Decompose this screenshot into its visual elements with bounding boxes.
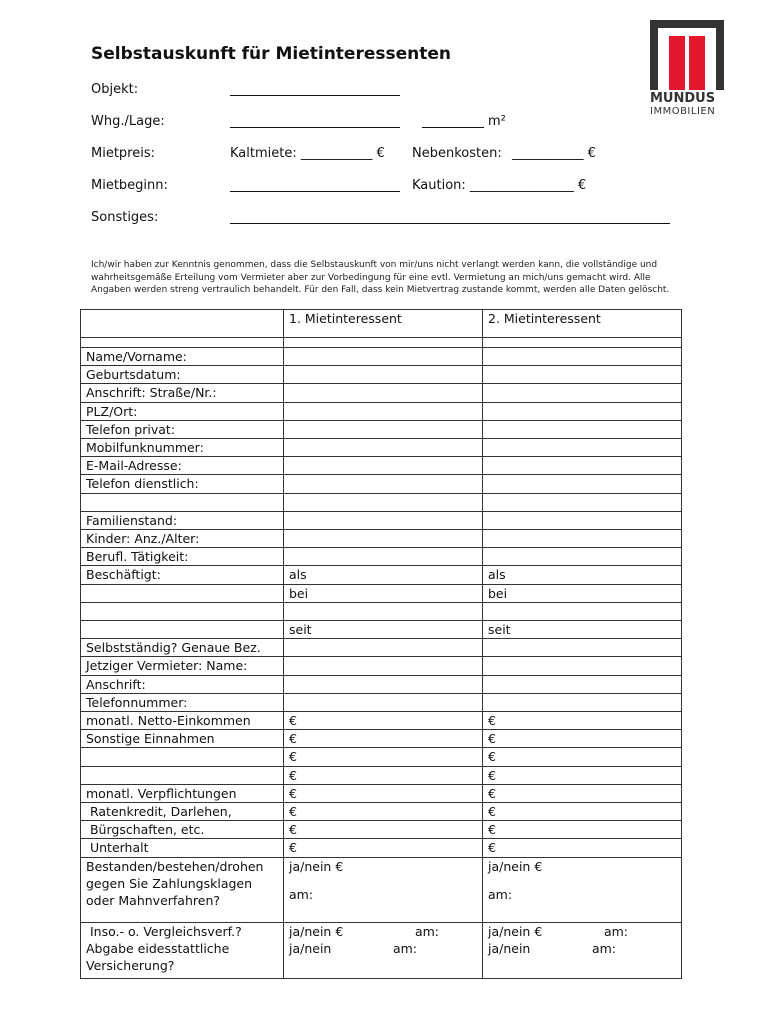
cell-input[interactable]: [284, 639, 483, 657]
row-label-abgabe: Abgabe eidesstattliche Versicherung?: [86, 940, 230, 974]
row-label-netto: monatl. Netto-Einkommen: [81, 712, 284, 730]
cell-input[interactable]: [483, 457, 682, 475]
cell-inso-abgabe[interactable]: [284, 922, 483, 978]
janein-euro-text: ja/nein €: [289, 858, 344, 874]
row-label-unterhalt: Unterhalt: [81, 839, 284, 857]
applicant-table: [80, 309, 682, 979]
cell-bei[interactable]: bei: [284, 584, 483, 602]
cell-euro[interactable]: €: [483, 748, 682, 766]
logo-subtitle: IMMOBILIEN: [650, 106, 716, 117]
cell-input[interactable]: [284, 366, 483, 384]
cell-euro[interactable]: €: [284, 748, 483, 766]
cell-inso-abgabe[interactable]: [483, 922, 682, 978]
label-nebenkosten: Nebenkosten:: [412, 146, 502, 161]
am-text: am:: [591, 940, 616, 956]
cell-euro[interactable]: €: [483, 821, 682, 839]
cell-input[interactable]: [284, 675, 483, 693]
row-label-verpfl: monatl. Verpflichtungen: [81, 784, 284, 802]
cell-euro[interactable]: €: [483, 839, 682, 857]
label-sonstiges: Sonstiges:: [91, 210, 159, 225]
cell-input[interactable]: [483, 384, 682, 402]
cell-euro[interactable]: €: [483, 730, 682, 748]
cell-euro[interactable]: €: [284, 839, 483, 857]
cell-input[interactable]: [483, 439, 682, 457]
row-label-familienstand: Familienstand:: [81, 511, 284, 529]
row-label-v-anschrift: Anschrift:: [81, 675, 284, 693]
cell-input[interactable]: [483, 511, 682, 529]
table-header-empty: [81, 310, 284, 338]
janein-euro-text: ja/nein €: [488, 858, 543, 874]
cell-euro[interactable]: €: [483, 712, 682, 730]
input-objekt-line[interactable]: [230, 95, 400, 96]
label-mietpreis: Mietpreis:: [91, 146, 155, 161]
row-label-v-tel: Telefonnummer:: [81, 693, 284, 711]
row-label-beruf: Berufl. Tätigkeit:: [81, 548, 284, 566]
label-objekt: Objekt:: [91, 82, 139, 97]
cell-input[interactable]: [483, 530, 682, 548]
row-label-inso: Inso.- o. Vergleichsverf.?: [86, 923, 242, 939]
row-label-buerg: Bürgschaften, etc.: [81, 821, 284, 839]
cell-seit[interactable]: seit: [483, 621, 682, 639]
row-label-mobil: Mobilfunknummer:: [81, 439, 284, 457]
logo-inner: [658, 28, 716, 90]
cell-input[interactable]: [284, 402, 483, 420]
cell-euro[interactable]: €: [284, 784, 483, 802]
row-label-tel-privat: Telefon privat:: [81, 420, 284, 438]
am-text: am:: [488, 886, 513, 902]
cell-input[interactable]: [483, 402, 682, 420]
cell-input[interactable]: [483, 366, 682, 384]
row-label-beschaeftigt: Beschäftigt:: [81, 566, 284, 584]
janein-text: ja/nein: [488, 940, 531, 956]
field-nebenkosten[interactable]: ___________ €: [512, 146, 596, 161]
abgabe-line: [488, 940, 616, 957]
am-text: am:: [392, 940, 417, 956]
cell-input[interactable]: [284, 548, 483, 566]
row-label-inso-abgabe: [81, 922, 284, 978]
cell-input[interactable]: [483, 639, 682, 657]
field-kaution[interactable]: Kaution: ________________ €: [412, 178, 587, 193]
cell-input[interactable]: [483, 675, 682, 693]
cell-input[interactable]: [483, 548, 682, 566]
cell-input[interactable]: [483, 657, 682, 675]
row-label-plz: PLZ/Ort:: [81, 402, 284, 420]
cell-input[interactable]: [483, 475, 682, 493]
am-text: am:: [414, 923, 439, 939]
row-label-vermieter: Jetziger Vermieter: Name:: [81, 657, 284, 675]
cell-input[interactable]: [284, 457, 483, 475]
row-label-geb: Geburtsdatum:: [81, 366, 284, 384]
cell-input[interactable]: [284, 475, 483, 493]
row-label-bestanden: Bestanden/bestehen/drohen gegen Sie Zahlungsklagen oder Mahnverfahren?: [81, 857, 284, 922]
abgabe-line: [289, 940, 417, 957]
cell-bei[interactable]: bei: [483, 584, 682, 602]
cell-euro[interactable]: €: [483, 766, 682, 784]
cell-input[interactable]: [284, 657, 483, 675]
cell-euro[interactable]: €: [284, 766, 483, 784]
cell-input[interactable]: [483, 420, 682, 438]
row-label-raten: Ratenkredit, Darlehen,: [81, 803, 284, 821]
janein-euro-text: ja/nein €: [488, 923, 543, 939]
row-label-name: Name/Vorname:: [81, 348, 284, 366]
cell-input[interactable]: [284, 530, 483, 548]
am-text: am:: [289, 886, 314, 902]
input-mietbeginn-line[interactable]: [230, 191, 400, 192]
company-logo: [650, 20, 724, 118]
logo-bar-left: [669, 36, 685, 90]
cell-input[interactable]: [483, 348, 682, 366]
cell-janein-am[interactable]: [284, 857, 483, 922]
cell-euro[interactable]: €: [483, 784, 682, 802]
input-whg-line[interactable]: [230, 127, 400, 128]
cell-seit[interactable]: seit: [284, 621, 483, 639]
cell-input[interactable]: [483, 693, 682, 711]
cell-input[interactable]: [284, 384, 483, 402]
cell-input[interactable]: [284, 420, 483, 438]
am-text: am:: [603, 923, 628, 939]
cell-als[interactable]: als: [483, 566, 682, 584]
inso-line: [488, 923, 628, 940]
input-sonstiges-line[interactable]: [230, 223, 670, 224]
cell-input[interactable]: [284, 511, 483, 529]
janein-text: ja/nein: [289, 940, 332, 956]
page-title: Selbstauskunft für Mietinteressenten: [91, 44, 451, 64]
cell-euro[interactable]: €: [483, 803, 682, 821]
row-label-sonst-einn: Sonstige Einnahmen: [81, 730, 284, 748]
cell-janein-am[interactable]: [483, 857, 682, 922]
logo-bar-right: [689, 36, 705, 90]
cell-input[interactable]: [284, 439, 483, 457]
row-label-anschrift: Anschrift: Straße/Nr.:: [81, 384, 284, 402]
cell-euro[interactable]: €: [284, 803, 483, 821]
row-label-selbst: Selbstständig? Genaue Bez.: [81, 639, 284, 657]
janein-euro-text: ja/nein €: [289, 923, 344, 939]
field-kaltmiete[interactable]: Kaltmiete: ___________ €: [230, 146, 385, 161]
row-label-tel-dienst: Telefon dienstlich:: [81, 475, 284, 493]
cell-euro[interactable]: €: [284, 712, 483, 730]
cell-euro[interactable]: €: [284, 821, 483, 839]
cell-euro[interactable]: €: [284, 730, 483, 748]
table-header-col2: 2. Mietinteressent: [483, 310, 682, 338]
privacy-note: Ich/wir haben zur Kenntnis genommen, dass die Selbstauskunft von mir/uns nicht verlangt werden kann, die vollständige und wahrheitsgemäße Erteilung vom Vermieter aber zur Vorbedingung für eine evtl. Vermietung an mich/uns gemacht wird. Alle Angaben werden streng vertraulich behandelt. Für den Fall, dass kein Mietvertrag zustande kommt, werden alle Daten gelöscht.: [91, 260, 670, 295]
input-m2-line[interactable]: [422, 127, 484, 128]
unit-m2: m²: [488, 114, 506, 129]
table-header-col1: 1. Mietinteressent: [284, 310, 483, 338]
label-whg-lage: Whg./Lage:: [91, 114, 165, 129]
cell-als[interactable]: als: [284, 566, 483, 584]
row-label-email: E-Mail-Adresse:: [81, 457, 284, 475]
cell-input[interactable]: [284, 348, 483, 366]
cell-input[interactable]: [284, 693, 483, 711]
label-mietbeginn: Mietbeginn:: [91, 178, 168, 193]
inso-line: [289, 923, 439, 940]
row-label-kinder: Kinder: Anz./Alter:: [81, 530, 284, 548]
logo-wordmark: MUNDUS: [650, 91, 716, 106]
